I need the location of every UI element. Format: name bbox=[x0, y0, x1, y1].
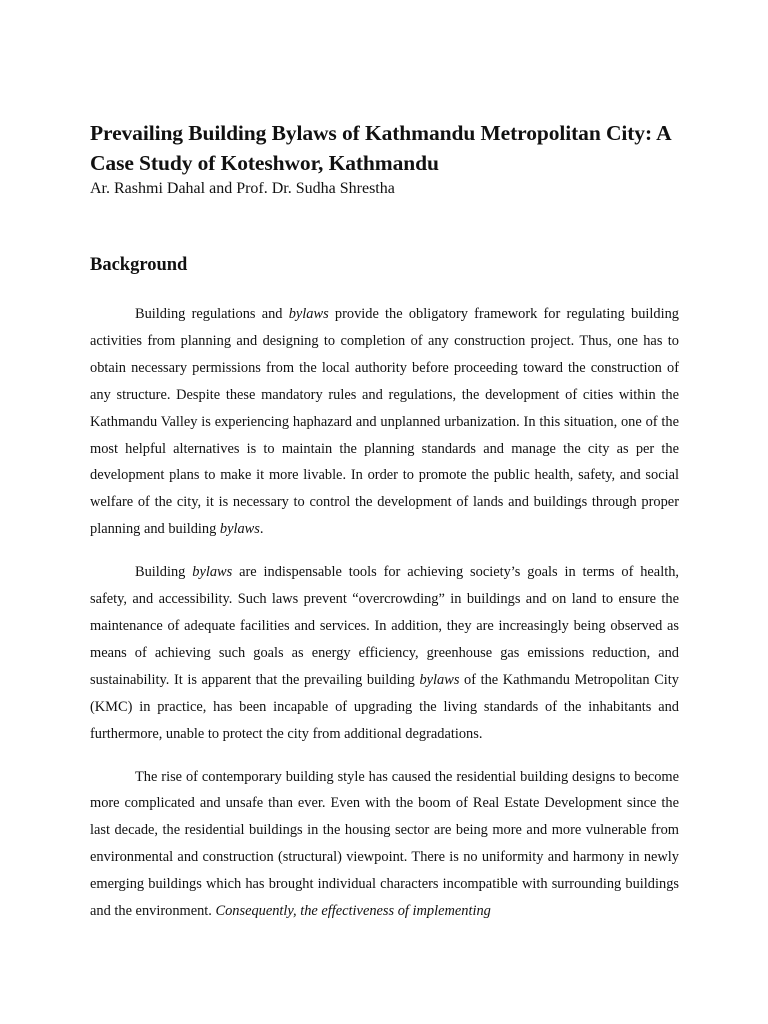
paragraph-2-text-a: Building bbox=[135, 564, 193, 581]
paragraph-1-text-a: Building regulations and bbox=[135, 306, 289, 322]
section-heading-background: Background bbox=[90, 255, 188, 275]
paragraph-3-text-a: The rise of contemporary building style has caused the residential building designs to become more complicated and unsafe than ever. Even with the boom of Real Estate Development since the last decade, the residential buildings in the housing sector are being more and more vulnerable from environmental and construction (structural) viewpoint. There is no uniformity and harmony in newly emerging buildings which has brought individual characters incompatible with surrounding buildings and the environment. bbox=[90, 768, 679, 920]
paragraph-2-italic-b: bylaws bbox=[419, 671, 460, 688]
paragraph-2 bbox=[90, 559, 679, 747]
paragraph-2-text-c: of the Kathmandu Metropolitan City (KMC) in practice, has been incapable of upgrading the living standards of the inhabitants and furthermore, unable to protect the city from additional degradations. bbox=[90, 671, 679, 742]
paragraph-1 bbox=[90, 301, 679, 543]
paragraph-3-italic-a: Consequently, the effectiveness of implementing bbox=[215, 903, 491, 920]
paragraph-2-italic-a: bylaws bbox=[192, 564, 233, 581]
paragraph-2-text-b: are indispensable tools for achieving society’s goals in terms of health, safety, and accessibility. Such laws prevent “overcrowding” in buildings and on land to ensure the maintenance of adequate facilities and services. In addition, they are increasingly being observed as means of achieving such goals as energy efficiency, greenhouse gas emissions reduction, and sustainability. It is apparent that the prevailing building bbox=[90, 564, 679, 688]
document-authors: Ar. Rashmi Dahal and Prof. Dr. Sudha Shrestha bbox=[90, 180, 395, 197]
paragraph-1-text-b: provide the obligatory framework for regulating building activities from planning and designing to completion of any construction project. Thus, one has to obtain necessary permissions from the local authority before proceeding toward the construction of any structure. Despite these mandatory rules and regulations, the development of cities within the Kathmandu Valley is experiencing haphazard and unplanned urbanization. In this situation, one of the most helpful alternatives is to maintain the planning standards and manage the city as per the development plans to make it more livable. In order to promote the public health, safety, and social welfare of the city, it is necessary to control the development of lands and buildings through proper planning and building bbox=[90, 306, 679, 538]
paragraph-1-text-c: . bbox=[259, 521, 264, 538]
paragraph-1-italic-b: bylaws bbox=[219, 521, 260, 538]
paragraph-1-italic-a: bylaws bbox=[288, 306, 329, 322]
document-title: Prevailing Building Bylaws of Kathmandu Metropolitan City: A Case Study of Koteshwor, Kathmandu bbox=[90, 121, 671, 175]
paragraph-3 bbox=[90, 764, 679, 925]
document-page bbox=[90, 118, 679, 925]
